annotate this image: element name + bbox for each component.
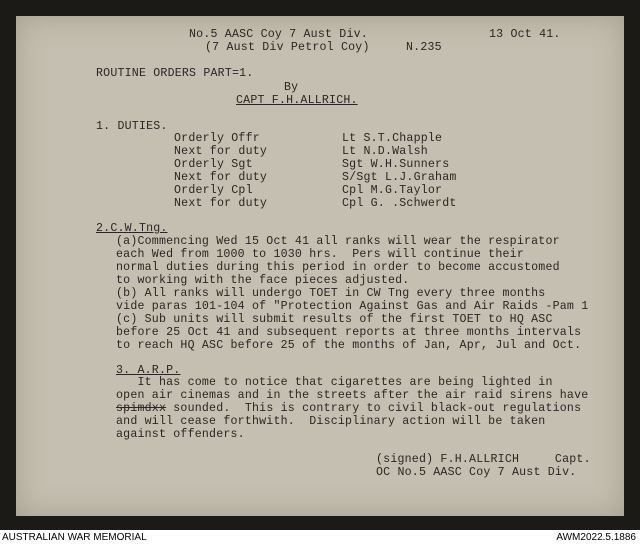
arp-line: and will cease forthwith. Disciplinary action will be taken (116, 415, 546, 428)
sub-unit: (7 Aust Div Petrol Coy) (205, 41, 370, 54)
cw-tng-line: vide paras 101-104 of "Protection Against Gas and Air Raids -Pam 1 (116, 300, 589, 313)
cw-tng-line: each Wed from 1000 to 1030 hrs. Pers will continue their (116, 248, 524, 261)
cw-tng-heading: 2.C.W.Tng. (96, 222, 168, 235)
archive-footer (0, 530, 640, 545)
cw-tng-line: normal duties during this period in order to become accustomed (116, 261, 560, 274)
duty-name: S/Sgt L.J.Graham (342, 171, 457, 184)
duty-name: Lt N.D.Walsh (342, 145, 428, 158)
cw-tng-line: (b) All ranks will undergo TOET in CW Tng every three months (116, 287, 546, 300)
institution-label: AUSTRALIAN WAR MEMORIAL (2, 532, 147, 543)
routine-orders-title: ROUTINE ORDERS PART=1. (96, 67, 254, 80)
signatory-position: OC No.5 AASC Coy 7 Aust Div. (376, 466, 577, 479)
duty-role: Next for duty (174, 171, 268, 184)
signed-line: (signed) F.H.ALLRICH Capt. (376, 453, 591, 466)
by-label: By (284, 81, 299, 94)
arp-line: It has come to notice that cigarettes are being lighted in (116, 376, 553, 389)
duty-role: Orderly Cpl (174, 184, 253, 197)
arp-line (116, 402, 581, 415)
duty-name: Cpl G. .Schwerdt (342, 197, 457, 210)
cw-tng-line: (a)Commencing Wed 15 Oct 41 all ranks will wear the respirator (116, 235, 560, 248)
duty-role: Orderly Sgt (174, 158, 253, 171)
issuing-officer: CAPT F.H.ALLRICH. (236, 94, 358, 107)
arp-heading: 3. A.R.P. (116, 364, 181, 377)
arp-line: open air cinemas and in the streets after the air raid sirens have (116, 389, 589, 402)
duties-heading: 1. DUTIES. (96, 120, 168, 133)
cw-tng-line: before 25 Oct 41 and subsequent reports at three months intervals (116, 326, 582, 339)
duty-name: Cpl M.G.Taylor (342, 184, 443, 197)
document-page (16, 16, 624, 516)
struck-out-word: spimdxx (116, 402, 167, 415)
arp-line-rest: sounded. This is contrary to civil black-out regulations (166, 402, 582, 415)
duty-role: Next for duty (174, 197, 268, 210)
duty-role: Next for duty (174, 145, 268, 158)
duty-name: Lt S.T.Chapple (342, 132, 443, 145)
order-date: 13 Oct 41. (489, 28, 561, 41)
cw-tng-line: to reach HQ ASC before 25 of the months of Jan, Apr, Jul and Oct. (116, 339, 582, 352)
order-number: N.235 (406, 41, 442, 54)
arp-line: against offenders. (116, 428, 245, 441)
duty-role: Orderly Offr (174, 132, 260, 145)
unit-line: No.5 AASC Coy 7 Aust Div. (189, 28, 368, 41)
cw-tng-line: to working with the face pieces adjusted. (116, 274, 410, 287)
accession-number: AWM2022.5.1886 (556, 532, 636, 543)
duty-name: Sgt W.H.Sunners (342, 158, 450, 171)
cw-tng-line: (c) Sub units will submit results of the first TOET to HQ ASC (116, 313, 553, 326)
